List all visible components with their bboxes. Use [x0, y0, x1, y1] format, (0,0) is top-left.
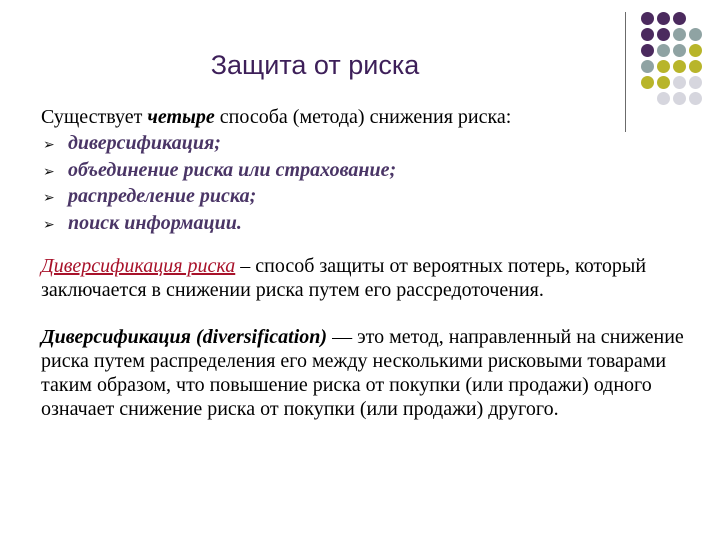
definition-text-2: — это метод, направленный на снижение риска путем распределения его между несколькими рисковыми товарами таким образом, что повышение риска от покупки (или продажи) одного означает снижение риска от покупки (или продажи) другого.	[41, 326, 684, 420]
decorative-dot	[641, 60, 654, 73]
method-item	[43, 131, 396, 158]
arrow-bullet-icon: ➢	[43, 216, 55, 233]
definition-term-1: Диверсификация риска	[41, 255, 236, 277]
intro-after: способа (метода) снижения риска:	[214, 106, 512, 128]
decorative-dot	[689, 76, 702, 89]
decorative-dot	[641, 28, 654, 41]
decorative-dot	[641, 92, 654, 105]
decorative-dot	[641, 76, 654, 89]
decorative-dot	[689, 60, 702, 73]
definition-term-2: Диверсификация (diversification)	[41, 326, 328, 348]
decorative-dot	[641, 12, 654, 25]
slide-title: Защита от риска	[210, 50, 420, 80]
method-item	[43, 211, 396, 238]
arrow-bullet-icon: ➢	[43, 190, 55, 206]
intro-text	[41, 105, 511, 129]
decorative-dot	[673, 12, 686, 25]
decorative-dot	[657, 76, 670, 89]
decorative-dot	[657, 12, 670, 25]
decorative-dot	[689, 44, 702, 57]
intro-before: Существует	[41, 106, 148, 128]
method-item	[43, 184, 396, 211]
decorative-dot	[657, 28, 670, 41]
method-label: диверсификация;	[68, 132, 221, 154]
decorative-dot	[641, 44, 654, 57]
decorative-dot-grid	[641, 12, 702, 105]
decorative-dot	[673, 44, 686, 57]
decorative-dot	[689, 12, 702, 25]
decorative-dot	[657, 92, 670, 105]
divider-line	[625, 12, 626, 132]
decorative-dot	[657, 44, 670, 57]
intro-emphasis: четыре	[147, 106, 215, 128]
method-label: распределение риска;	[68, 185, 257, 207]
decorative-dot	[673, 76, 686, 89]
method-label: объединение риска или страхование;	[68, 158, 397, 181]
method-label: поиск информации.	[68, 211, 242, 234]
methods-list	[43, 131, 396, 237]
definition-paragraph-1	[41, 254, 691, 302]
method-item	[43, 158, 396, 185]
decorative-dot	[673, 28, 686, 41]
decorative-dot	[657, 60, 670, 73]
decorative-dot	[689, 28, 702, 41]
decorative-dot	[689, 92, 702, 105]
arrow-bullet-icon: ➢	[43, 137, 55, 153]
decorative-dot	[673, 60, 686, 73]
decorative-dot	[673, 92, 686, 105]
definition-text-1: – способ защиты от вероятных потерь, который заключается в снижении риска путем его рассредоточения.	[41, 255, 647, 301]
arrow-bullet-icon: ➢	[43, 163, 55, 180]
definition-paragraph-2	[41, 325, 691, 421]
